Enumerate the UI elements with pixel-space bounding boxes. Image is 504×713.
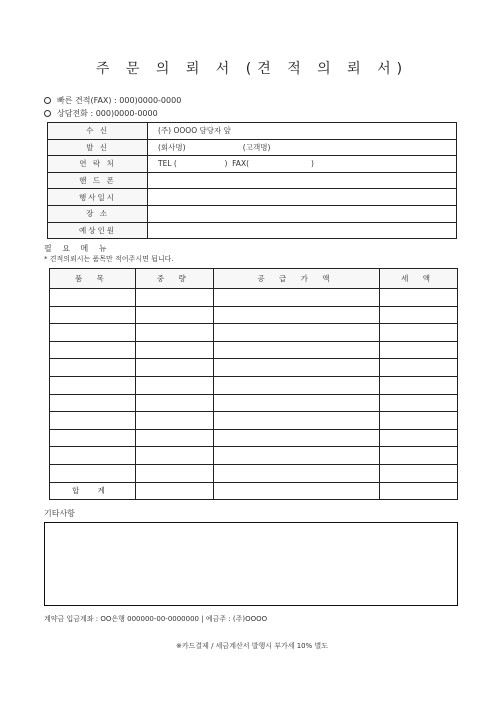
menu-cell[interactable] (213, 289, 380, 307)
order-info-row (48, 222, 457, 239)
menu-cell[interactable] (213, 376, 380, 394)
menu-cell[interactable] (213, 394, 380, 412)
table-row (50, 289, 458, 307)
menu-cell[interactable] (380, 359, 458, 377)
menu-cell[interactable] (380, 306, 458, 324)
footer-note: ※카드결제 / 세금계산서 발행시 부가세 10% 별도 (175, 642, 329, 650)
total-cell[interactable] (380, 482, 458, 500)
menu-cell[interactable] (380, 429, 458, 447)
menu-cell[interactable] (213, 341, 380, 359)
order-info-label: 장 소 (48, 205, 148, 222)
table-row (50, 324, 458, 342)
menu-cell[interactable] (380, 394, 458, 412)
menu-table-header-row (50, 269, 458, 289)
fax-text: 빠른 견적(FAX) : 000)0000-0000 (57, 96, 182, 105)
table-row (50, 359, 458, 377)
order-info-label: 예상인원 (48, 222, 148, 239)
menu-cell[interactable] (135, 324, 213, 342)
menu-heading: 필 요 메 뉴 (44, 244, 111, 253)
order-info-value[interactable] (148, 172, 457, 189)
order-info-label: 수 신 (48, 123, 148, 140)
menu-column-header: 공 급 가 액 (213, 269, 380, 289)
table-row (50, 412, 458, 430)
menu-cell[interactable] (135, 359, 213, 377)
table-row (50, 429, 458, 447)
menu-cell[interactable] (50, 429, 136, 447)
table-row (50, 306, 458, 324)
menu-cell[interactable] (380, 324, 458, 342)
menu-note: * 견적의뢰시는 품목만 적어주시면 됩니다. (44, 255, 174, 263)
menu-cell[interactable] (213, 429, 380, 447)
order-info-value[interactable]: (주) OOOO 담당자 앞 (148, 123, 457, 140)
menu-cell[interactable] (380, 341, 458, 359)
menu-cell[interactable] (380, 289, 458, 307)
menu-table (49, 268, 458, 500)
table-row (50, 341, 458, 359)
menu-cell[interactable] (135, 289, 213, 307)
menu-cell[interactable] (50, 394, 136, 412)
menu-column-header: 품 목 (50, 269, 136, 289)
order-info-label: 발 신 (48, 139, 148, 156)
order-info-row (48, 172, 457, 189)
total-row (50, 482, 458, 500)
menu-cell[interactable] (213, 464, 380, 482)
order-info-row (48, 189, 457, 206)
table-row (50, 464, 458, 482)
menu-cell[interactable] (50, 324, 136, 342)
account-line: 계약금 입금계좌 : OO은행 000000-00-0000000 | 예금주 : (주)OOOO (44, 615, 268, 623)
fax-line (44, 95, 181, 106)
menu-cell[interactable] (50, 464, 136, 482)
table-row (50, 376, 458, 394)
menu-cell[interactable] (50, 306, 136, 324)
menu-cell[interactable] (50, 412, 136, 430)
menu-cell[interactable] (135, 447, 213, 465)
order-info-row (48, 123, 457, 140)
menu-cell[interactable] (50, 341, 136, 359)
menu-cell[interactable] (213, 359, 380, 377)
phone-line (44, 108, 158, 119)
menu-cell[interactable] (213, 447, 380, 465)
order-info-label: 연 락 처 (48, 156, 148, 173)
menu-cell[interactable] (380, 447, 458, 465)
order-info-row (48, 156, 457, 173)
circle-bullet-icon (44, 97, 51, 104)
order-info-value[interactable]: TEL ( ) FAX( ) (148, 156, 457, 173)
menu-column-header: 세 액 (380, 269, 458, 289)
menu-cell[interactable] (135, 412, 213, 430)
menu-cell[interactable] (135, 376, 213, 394)
table-row (50, 394, 458, 412)
menu-cell[interactable] (135, 341, 213, 359)
memo-box[interactable] (44, 522, 458, 606)
total-cell[interactable] (135, 482, 213, 500)
menu-cell[interactable] (50, 376, 136, 394)
circle-bullet-icon (44, 110, 51, 117)
menu-cell[interactable] (380, 464, 458, 482)
order-info-table (47, 122, 457, 239)
menu-cell[interactable] (213, 324, 380, 342)
order-info-label: 핸 드 폰 (48, 172, 148, 189)
menu-cell[interactable] (50, 289, 136, 307)
menu-cell[interactable] (380, 412, 458, 430)
menu-cell[interactable] (135, 306, 213, 324)
order-info-value[interactable] (148, 189, 457, 206)
order-info-row (48, 205, 457, 222)
memo-label: 기타사항 (44, 509, 75, 518)
order-info-value[interactable]: (회사명) (고객명) (148, 139, 457, 156)
menu-cell[interactable] (213, 306, 380, 324)
menu-cell[interactable] (135, 429, 213, 447)
menu-cell[interactable] (50, 447, 136, 465)
phone-text: 상담전화 : 000)0000-0000 (57, 109, 158, 118)
order-info-row (48, 139, 457, 156)
table-row (50, 447, 458, 465)
menu-cell[interactable] (50, 359, 136, 377)
total-label: 합 계 (50, 482, 136, 500)
order-info-value[interactable] (148, 222, 457, 239)
order-info-label: 행사일시 (48, 189, 148, 206)
page-title: 주 문 의 뢰 서 (견 적 의 뢰 서) (95, 61, 409, 77)
menu-cell[interactable] (213, 412, 380, 430)
total-cell[interactable] (213, 482, 380, 500)
order-info-value[interactable] (148, 205, 457, 222)
menu-column-header: 중 량 (135, 269, 213, 289)
menu-cell[interactable] (135, 394, 213, 412)
menu-cell[interactable] (380, 376, 458, 394)
menu-cell[interactable] (135, 464, 213, 482)
